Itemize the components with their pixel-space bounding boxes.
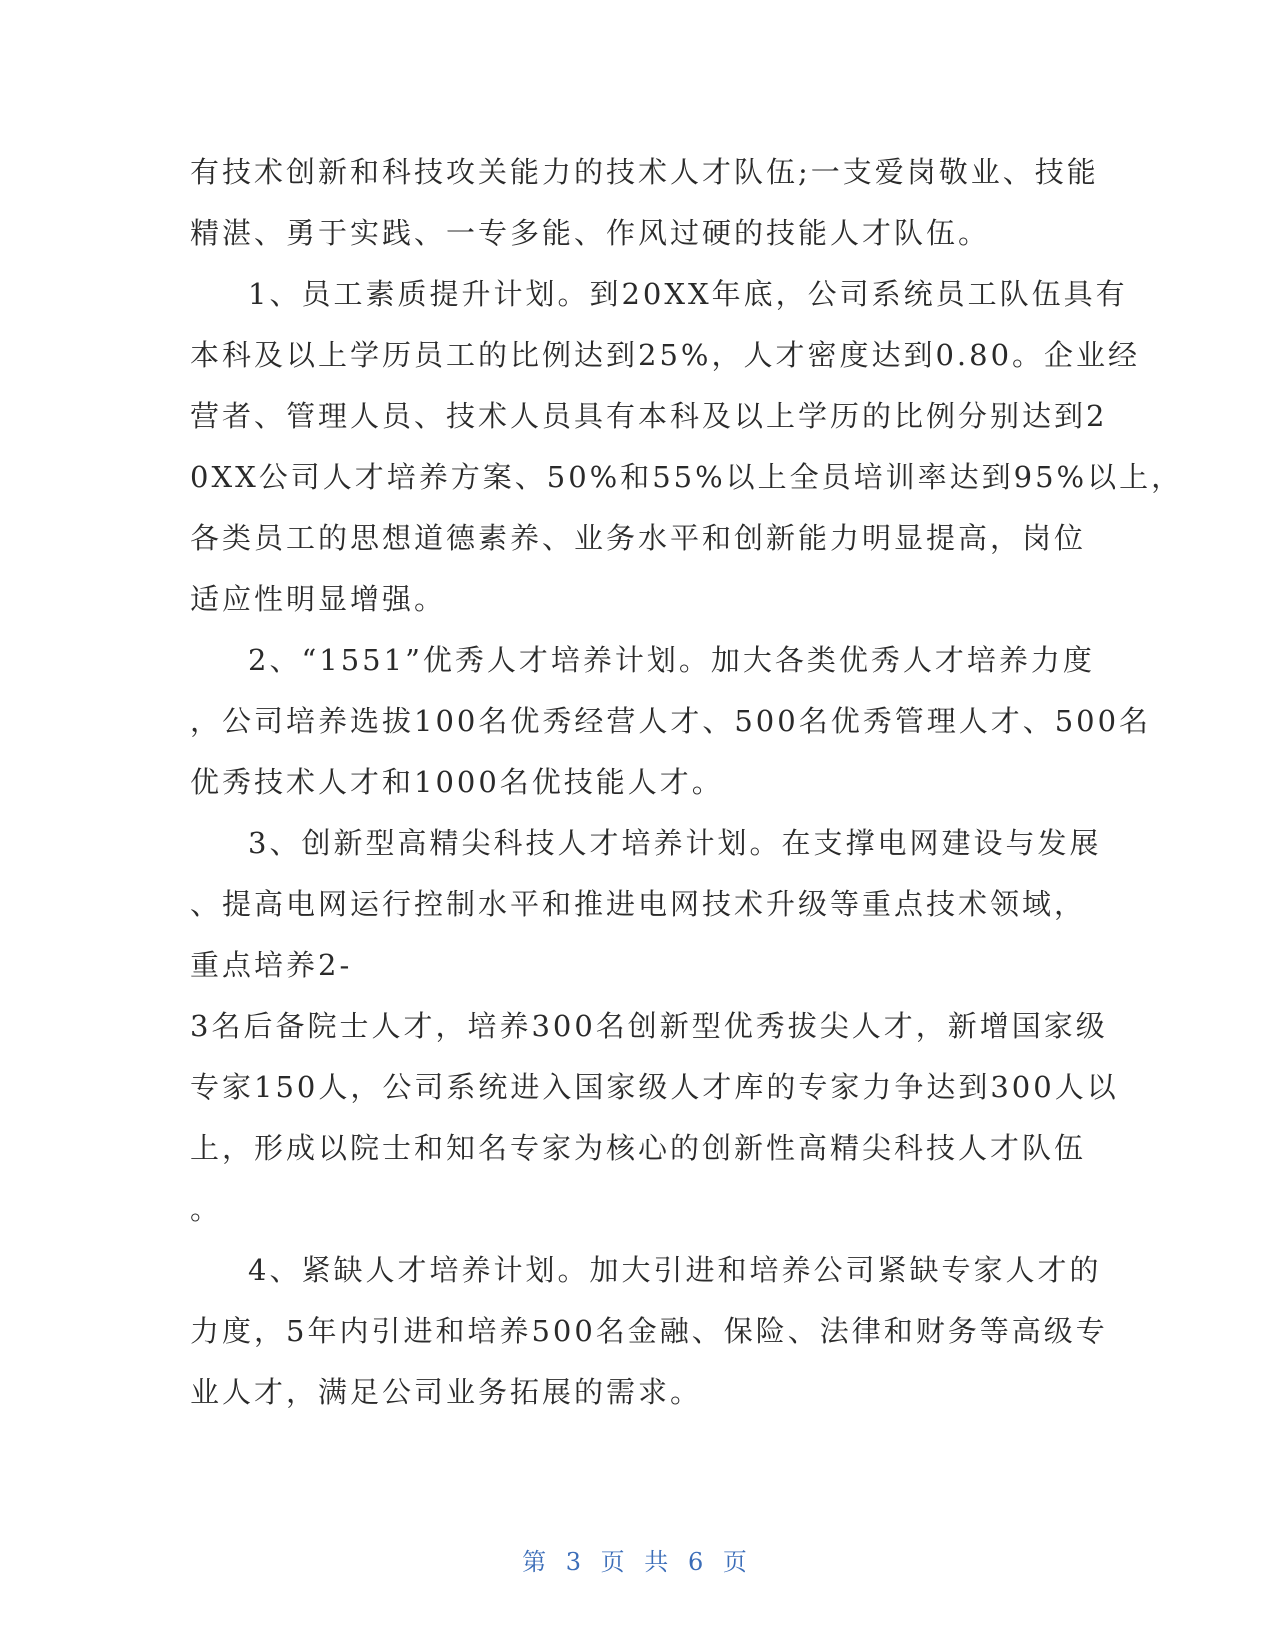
text-line: 适应性明显增强。 — [190, 582, 447, 616]
text-line: 3名后备院士人才，培养300名创新型优秀拔尖人才，新增国家级 — [190, 1009, 1108, 1043]
document-body — [190, 142, 1184, 1423]
text-line: 上，形成以院士和知名专家为核心的创新性高精尖科技人才队伍 — [190, 1131, 1087, 1165]
paragraph-start-line: 4、紧缺人才培养计划。加大引进和培养公司紧缺专家人才的 — [248, 1253, 1102, 1287]
text-line: ，公司培养选拔100名优秀经营人才、500名优秀管理人才、500名 — [190, 704, 1152, 738]
text-line: 力度，5年内引进和培养500名金融、保险、法律和财务等高级专 — [190, 1314, 1108, 1348]
text-line: 重点培养2- — [190, 948, 353, 982]
text-line: 各类员工的思想道德素养、业务水平和创新能力明显提高，岗位 — [190, 521, 1087, 555]
text-line: 专家150人，公司系统进入国家级人才库的专家力争达到300人以 — [190, 1070, 1119, 1104]
text-line: 0XX公司人才培养方案、50%和55%以上全员培训率达到95%以上， — [190, 460, 1184, 494]
text-line: 业人才，满足公司业务拓展的需求。 — [190, 1375, 703, 1409]
text-line: 有技术创新和科技攻关能力的技术人才队伍;一支爱岗敬业、技能 — [190, 155, 1099, 189]
text-line: 营者、管理人员、技术人员具有本科及以上学历的比例分别达到2 — [190, 399, 1108, 433]
paragraph-start-line: 2、“1551”优秀人才培养计划。加大各类优秀人才培养力度 — [248, 643, 1095, 677]
text-line: 精湛、勇于实践、一专多能、作风过硬的技能人才队伍。 — [190, 216, 991, 250]
text-line: 优秀技术人才和1000名优技能人才。 — [190, 765, 724, 799]
text-line: 。 — [190, 1192, 223, 1226]
text-line: 本科及以上学历员工的比例达到25%，人才密度达到0.80。企业经 — [190, 338, 1141, 372]
text-line: 、提高电网运行控制水平和推进电网技术升级等重点技术领域， — [190, 887, 1087, 921]
paragraph-start-line: 1、员工素质提升计划。到20XX年底，公司系统员工队伍具有 — [248, 277, 1128, 311]
paragraph-start-line: 3、创新型高精尖科技人才培养计划。在支撑电网建设与发展 — [248, 826, 1102, 860]
page-number-footer: 第 3 页 共 6 页 — [522, 1548, 753, 1576]
